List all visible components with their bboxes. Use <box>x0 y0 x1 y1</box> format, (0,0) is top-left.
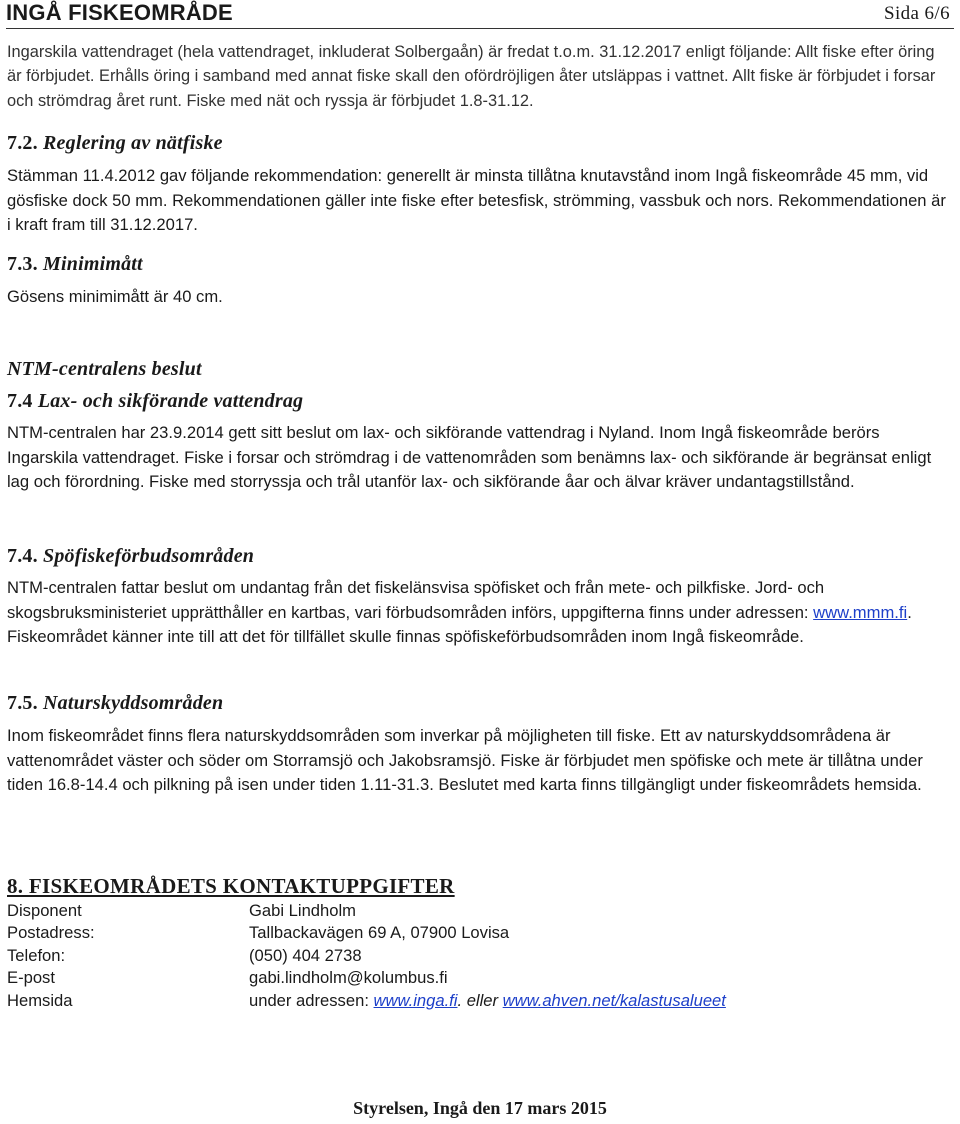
footer-text: Styrelsen, Ingå den 17 mars 2015 <box>353 1098 607 1118</box>
section-title: Spöfiskeförbudsområden <box>43 545 255 567</box>
ntm-text: NTM-centralen har 23.9.2014 gett sitt beslut om lax- och sikförande vattendrag i Nyland. Inom Ingå fiskeområde berörs Ingarskila vattendraget. Fiske i forsar och strömdrag i de vattenområden som benämns lax- och sikförande är begränsat enligt lag och förordning. Fiske med storryssja och trål utanför lax- och sikförande åar och älvar kräver undantagstillstånd. <box>7 423 932 491</box>
contact-value <box>249 990 726 1012</box>
contact-row <box>7 967 726 989</box>
text-after-link: . Fiskeområdet känner inte till att det för tillfället skulle finnas spöfiskeförbudsområden inom Ingå fiskeområde. <box>7 602 912 646</box>
section-7-2-text: Stämman 11.4.2012 gav följande rekommendation: generellt är minsta tillåtna knutavstånd inom Ingå fiskeområde 45 mm, vid gösfiske dock 50 mm. Rekommendationen gäller inte fiske efter betesfisk, strömming, vassbuk och nors. Rekommendationen är i kraft fram till 31.12.2017. <box>7 166 946 234</box>
contact-value: gabi.lindholm@kolumbus.fi <box>249 968 448 988</box>
document-title: INGÅ FISKEOMRÅDE <box>6 0 233 25</box>
page-header <box>6 0 954 29</box>
section-7-5-heading <box>7 692 223 715</box>
contact-table <box>7 900 726 1012</box>
contact-value: (050) 404 2738 <box>249 945 362 965</box>
ntm-heading: NTM-centralens beslut <box>7 358 202 380</box>
section-7-5-text: Inom fiskeområdet finns flera naturskyddsområden som inverkar på möjligheten till fiske. Ett av naturskyddsområdena är vattenområdet väster och söder om Storramsjö och Jakobsramsjö. Fiske är förbjudet men spöfiske och mete är tillåtna under tiden 16.8-14.4 och pilkning på isen under tiden 1.11-31.3. Beslutet med karta finns tillgängligt under fiskeområdets hemsida. <box>7 726 923 794</box>
text-before-link: NTM-centralen fattar beslut om undantag från det fiskelänsvisa spöfisket och från mete- och pilkfiske. Jord- och skogsbruksministeriet upprätthåller en kartbas, vari förbudsområden införs, uppgifterna finns under adressen: <box>7 578 825 622</box>
mmm-link[interactable]: www.mmm.fi <box>813 602 908 622</box>
section-title: Lax- och sikförande vattendrag <box>37 390 304 412</box>
section-number: 7.4 <box>7 390 33 412</box>
section-8-heading: 8. FISKEOMRÅDETS KONTAKTUPPGIFTER <box>7 874 455 898</box>
section-title: Minimimått <box>43 253 143 275</box>
inga-link[interactable]: www.inga.fi <box>373 990 458 1010</box>
section-7-4-lax-heading <box>7 390 303 413</box>
homepage-prefix: under adressen: <box>249 990 374 1010</box>
page-number: Sida 6/6 <box>883 3 950 24</box>
section-7-2-heading <box>7 132 223 155</box>
contact-label: Disponent <box>7 901 82 920</box>
section-number: 7.5. <box>7 692 38 714</box>
contact-label: Telefon: <box>7 945 66 965</box>
contact-row <box>7 945 726 967</box>
section-7-3-text: Gösens minimimått är 40 cm. <box>7 287 223 306</box>
section-title: Naturskyddsområden <box>43 692 224 714</box>
ahven-link[interactable]: www.ahven.net/kalastusalueet <box>502 990 726 1010</box>
section-7-4-heading <box>7 545 254 568</box>
section-number: 7.4. <box>7 545 38 567</box>
homepage-or: . eller <box>457 990 503 1010</box>
section-number: 7.2. <box>7 132 38 154</box>
footer-signature <box>0 1098 960 1119</box>
contact-label: Hemsida <box>7 990 73 1010</box>
contact-value: Gabi Lindholm <box>249 901 357 920</box>
contact-row-homepage <box>7 990 726 1012</box>
section-7-3-heading <box>7 253 143 276</box>
contact-label: Postadress: <box>7 923 95 943</box>
contact-value: Tallbackavägen 69 A, 07900 Lovisa <box>249 923 510 943</box>
section-title: Reglering av nätfiske <box>43 132 223 154</box>
section-7-4-text <box>7 576 952 650</box>
contact-row <box>7 900 726 922</box>
contact-label: E-post <box>7 968 55 988</box>
intro-paragraph: Ingarskila vattendraget (hela vattendraget, inkluderat Solbergaån) är fredat t.o.m. 31.12.2017 enligt följande: Allt fiske efter öring är förbjudet. Erhålls öring i samband med annat fiske skall den ofördröjligen åter utsläppas i vattnet. Allt fiske är förbjudet i forsar och strömdrag året runt. Fiske med nät och ryssja är förbjudet 1.8-31.12. <box>7 43 936 110</box>
contact-row <box>7 922 726 944</box>
section-number: 7.3. <box>7 253 38 275</box>
